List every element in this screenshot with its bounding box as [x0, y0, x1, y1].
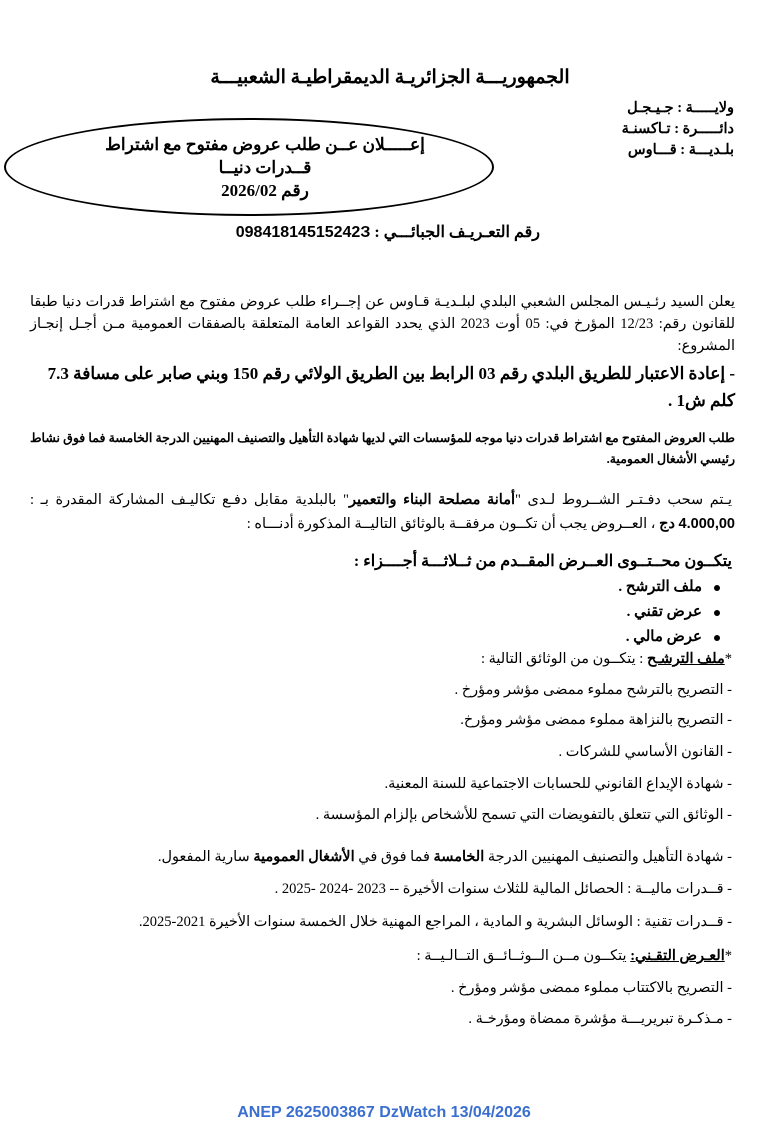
participation-fee: 4.000,00 — [678, 516, 735, 532]
list-item — [626, 627, 720, 646]
list-item: - الوثائق التي تتعلق بالتفويضات التي تسمح للأشخاص بإلزام المؤسسة . — [315, 807, 732, 823]
bullet-icon — [714, 585, 720, 591]
list-item — [627, 602, 720, 621]
bullet-icon — [714, 635, 720, 641]
number-value: 2026/02 — [221, 181, 277, 200]
technical-capacity-line: - قــدرات تقنية : الوسائل البشرية و المادية ، المراجع المهنية خلال الخمسة سنوات الأخيرة 2021-2025. — [138, 914, 732, 930]
announcement-number — [100, 179, 430, 202]
withdrawal-text-3: ، العــروض يجب أن تكــون مرفقــة بالوثائق التاليــة المذكورة أدنـــاه : — [246, 516, 656, 532]
list-item: - التصريح بالاكتتاب مملوء ممضى مؤشر ومؤرخ . — [450, 980, 732, 996]
list-item: - القانون الأساسي للشركات . — [558, 744, 732, 760]
project-title: - إعادة الاعتبار للطريق البلدي رقم 03 الرابط بين الطريق الولائي رقم 150 وبني صابر على مسافة 7.3 كلم ش1 . — [47, 364, 735, 410]
wilaya-line: ولايـــــة : جـيـجـل — [627, 100, 734, 116]
republic-title: الجمهوريـــة الجزائريـة الديمقراطيـة الشعبيـــة — [210, 67, 570, 88]
withdrawal-office: أمانة مصلحة البناء والتعمير — [348, 492, 516, 508]
list-item: - مـذكـرة تبريريـــة مؤشرة ممضاة ومؤرخـة . — [468, 1011, 732, 1027]
part-financial: عرض مالي . — [625, 629, 702, 645]
list-item: - شهادة الإيداع القانوني للحسابات الاجتماعية للسنة المعنية. — [384, 776, 732, 792]
qual-grade: الخامسة — [433, 849, 485, 865]
offer-content-heading: يتكــون محــتــوى العــرض المقــدم من ثــلاثـــة أجــــزاء : — [353, 553, 732, 570]
candidacy-heading-line: *ملف الترشـح : يتكــون من الوثائق التالية : — [480, 651, 732, 667]
candidacy-heading: ملف الترشـح — [646, 651, 725, 667]
daira-line: دائـــــرة : تـاكسنـة — [621, 121, 734, 137]
tax-identifier-label: رقم التعـريـف الجبائـــي : — [374, 224, 540, 241]
bullet-icon — [714, 610, 720, 616]
financial-capacity-line: - قــدرات ماليــة : الحصائل المالية للثلاث سنوات الأخيرة -- 2023 -2024 -2025 . — [274, 881, 732, 897]
qual-text-3: سارية المفعول. — [157, 849, 254, 865]
withdrawal-text-2: " بالبلدية مقابل دفـع تكاليـف المشاركة المقدرة بـ : — [30, 492, 349, 508]
number-label: رقم — [281, 181, 309, 200]
withdrawal-text-1: يـتم سحب دفـتـر الشــروط لـدى " — [515, 492, 733, 508]
eligibility-paragraph: طلب العروض المفتوح مع اشتراط قدرات دنيا موجه للمؤسسات التي لديها شهادة التأهيل والتصنيف المهنيين الدرجة الخامسة فما فوق نشاط رئيسي الأشغال العمومية. — [30, 431, 735, 466]
qualification-line — [158, 849, 732, 866]
list-item: - التصريح بالترشح مملوء ممضى مؤشر ومؤرخ . — [454, 682, 732, 698]
part-candidacy: ملف الترشح . — [618, 579, 702, 595]
qual-activity: الأشغال العمومية — [253, 849, 355, 865]
currency: دج — [659, 516, 675, 532]
announcement-line-2: قــدرات دنيــا — [218, 158, 312, 177]
qual-text-1: - شهادة التأهيل والتصنيف المهنيين الدرجة — [484, 849, 732, 865]
technical-offer-heading: العـرض التقـني: — [630, 948, 725, 964]
technical-offer-heading-line: *العـرض التقـني: يتكــون مــن الــوثــائــق التــالـيــة : — [416, 948, 732, 964]
commune-line: بلـديـــة : قـــاوس — [627, 142, 734, 158]
technical-offer-intro: يتكــون مــن الــوثــائــق التــالـيــة : — [416, 948, 627, 964]
announcement-line-1: إعـــــلان عــن طلب عروض مفتوح مع اشتراط — [105, 135, 425, 154]
candidacy-intro: : يتكــون من الوثائق التالية : — [480, 651, 644, 667]
administrative-header — [534, 98, 734, 161]
tax-identifier — [220, 222, 540, 242]
part-technical: عرض تقني . — [626, 604, 702, 620]
qual-text-2: فما فوق في — [354, 849, 434, 865]
announcement-title — [100, 133, 430, 202]
footer-reference: ANEP 2625003867 DzWatch 13/04/2026 — [237, 1104, 531, 1121]
intro-paragraph: يعلن السيد رئـيـس المجلس الشعبي البلدي لبلـديـة قـاوس عن إجــراء طلب عروض مفتوح مع اشتراط قدرات دنيا طبقا للقانون رقم: 12/23 المؤرخ في: 05 أوت 2023 الذي يحدد القواعد العامة المتعلقة بالصفقات العمومية مـن أجـل إنجـاز المشروع: — [30, 294, 735, 354]
list-item — [618, 577, 720, 596]
list-item: - التصريح بالنزاهة مملوء ممضى مؤشر ومؤرخ. — [460, 712, 732, 728]
withdrawal-paragraph — [30, 488, 735, 536]
tax-identifier-value: 09841814515242З — [235, 224, 371, 241]
